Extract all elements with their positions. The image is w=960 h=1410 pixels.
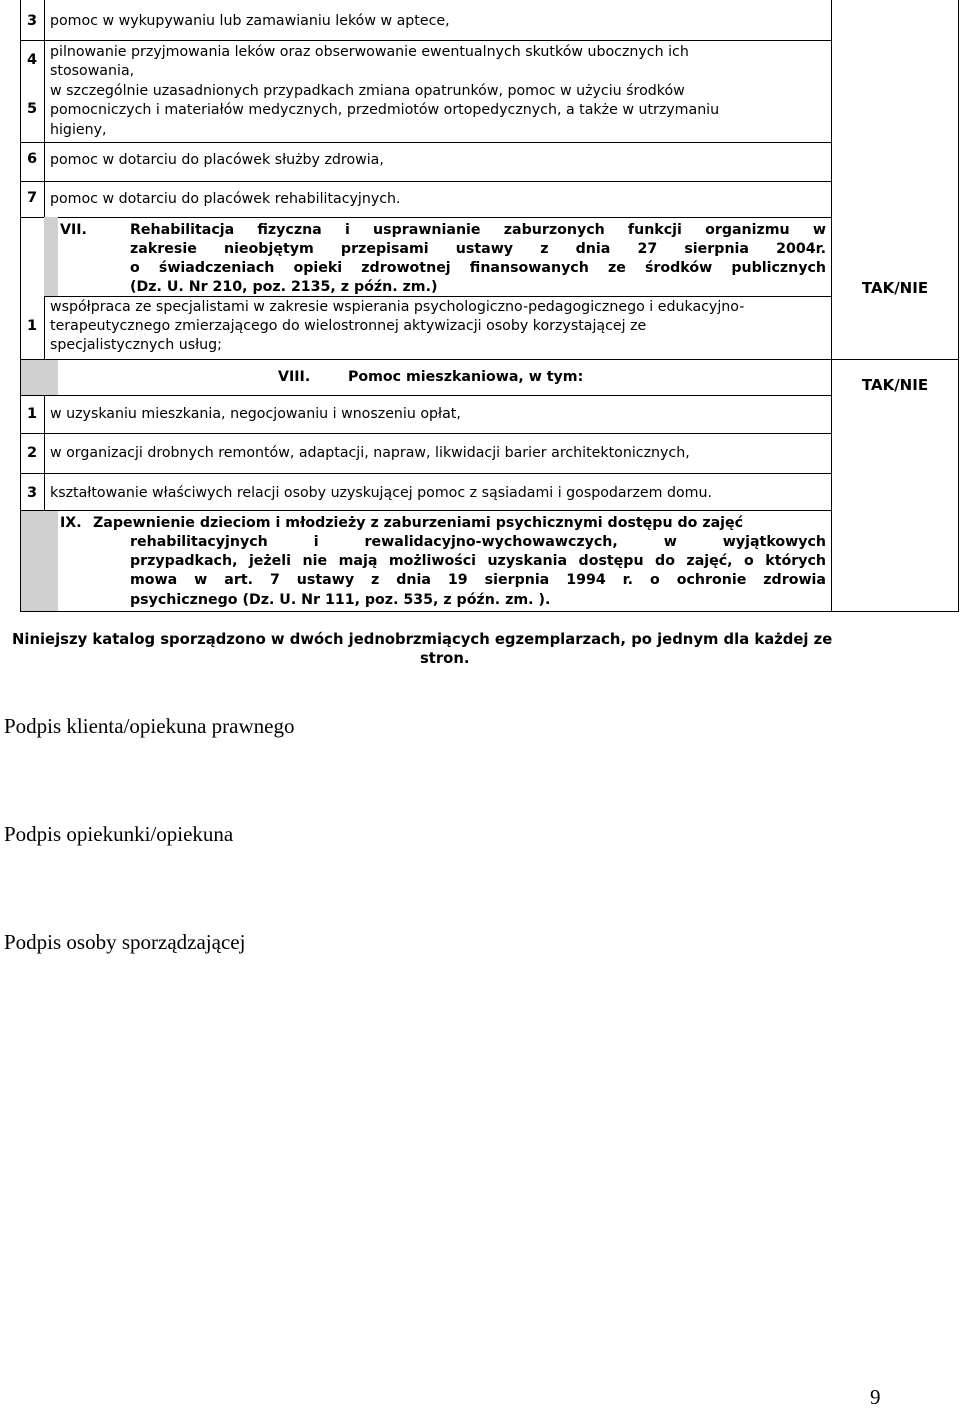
closing-note: stron. xyxy=(420,650,470,667)
row-text: pomoc w wykupywaniu lub zamawianiu leków w aptece, xyxy=(50,13,450,29)
row-number: 5 xyxy=(26,101,38,117)
section-numeral: IX. xyxy=(60,515,82,531)
section-heading: Pomoc mieszkaniowa, w tym: xyxy=(348,369,584,385)
row-number: 6 xyxy=(26,151,38,167)
page-number: 9 xyxy=(870,1385,881,1409)
row-text: specjalistycznych usług; xyxy=(50,337,222,353)
row-text: pomoc w dotarciu do placówek służby zdrowia, xyxy=(50,152,384,168)
row-number: 2 xyxy=(26,445,38,461)
row-text: w uzyskaniu mieszkania, negocjowaniu i wnoszeniu opłat, xyxy=(50,406,461,422)
row-text: współpraca ze specjalistami w zakresie wspierania psychologiczno-pedagogicznego i edukacyjno- xyxy=(50,299,745,315)
answer-yes-no[interactable]: TAK/NIE xyxy=(861,279,929,297)
row-number: 4 xyxy=(26,52,38,68)
section-heading: Rehabilitacja fizyczna i usprawnianie zaburzonych funkcji organizmu w xyxy=(130,222,826,238)
section-heading: mowa w art. 7 ustawy z dnia 19 sierpnia 1994 r. o ochronie zdrowia xyxy=(130,572,826,588)
signature-client: Podpis klienta/opiekuna prawnego xyxy=(4,714,295,738)
row-text: w organizacji drobnych remontów, adaptacji, napraw, likwidacji barier architektonicznych, xyxy=(50,445,690,461)
section-heading: rehabilitacyjnych i rewalidacyjno-wychowawczych, w wyjątkowych xyxy=(130,534,826,550)
row-text: terapeutycznego zmierzającego do wielostronnej aktywizacji osoby korzystającej ze xyxy=(50,318,647,334)
row-text: pomocniczych i materiałów medycznych, przedmiotów ortopedycznych, a także w utrzymaniu xyxy=(50,102,720,118)
row-number: 7 xyxy=(26,190,38,206)
row-text: w szczególnie uzasadnionych przypadkach zmiana opatrunków, pomoc w użyciu środków xyxy=(50,83,685,99)
row-text: kształtowanie właściwych relacji osoby uzyskującej pomoc z sąsiadami i gospodarzem domu. xyxy=(50,485,712,501)
section-heading: zakresie nieobjętym przepisami ustawy z dnia 27 sierpnia 2004r. xyxy=(130,241,826,257)
section-numeral: VII. xyxy=(60,222,87,238)
row-text: higieny, xyxy=(50,122,107,138)
row-text: pomoc w dotarciu do placówek rehabilitacyjnych. xyxy=(50,191,401,207)
row-number: 1 xyxy=(26,406,38,422)
row-number: 3 xyxy=(26,485,38,501)
row-number: 3 xyxy=(26,13,38,29)
row-number: 1 xyxy=(26,318,38,334)
section-heading: Zapewnienie dzieciom i młodzieży z zaburzeniami psychicznymi dostępu do zajęć xyxy=(93,515,744,531)
answer-yes-no[interactable]: TAK/NIE xyxy=(861,376,929,394)
row-text: stosowania, xyxy=(50,63,135,79)
section-heading: psychicznego (Dz. U. Nr 111, poz. 535, z późn. zm. ). xyxy=(130,592,551,608)
signature-preparer: Podpis osoby sporządzającej xyxy=(4,930,246,954)
section-heading: przypadkach, jeżeli nie mają możliwości uzyskania dostępu do zajęć, o których xyxy=(130,553,826,569)
section-heading: (Dz. U. Nr 210, poz. 2135, z późn. zm.) xyxy=(130,279,438,295)
section-numeral: VIII. xyxy=(278,369,311,385)
section-heading: o świadczeniach opieki zdrowotnej finansowanych ze środków publicznych xyxy=(130,260,826,276)
closing-note: Niniejszy katalog sporządzono w dwóch jednobrzmiących egzemplarzach, po jednym dla każdej ze xyxy=(12,631,833,648)
signature-caregiver: Podpis opiekunki/opiekuna xyxy=(4,822,234,846)
row-text: pilnowanie przyjmowania leków oraz obserwowanie ewentualnych skutków ubocznych ich xyxy=(50,44,689,60)
